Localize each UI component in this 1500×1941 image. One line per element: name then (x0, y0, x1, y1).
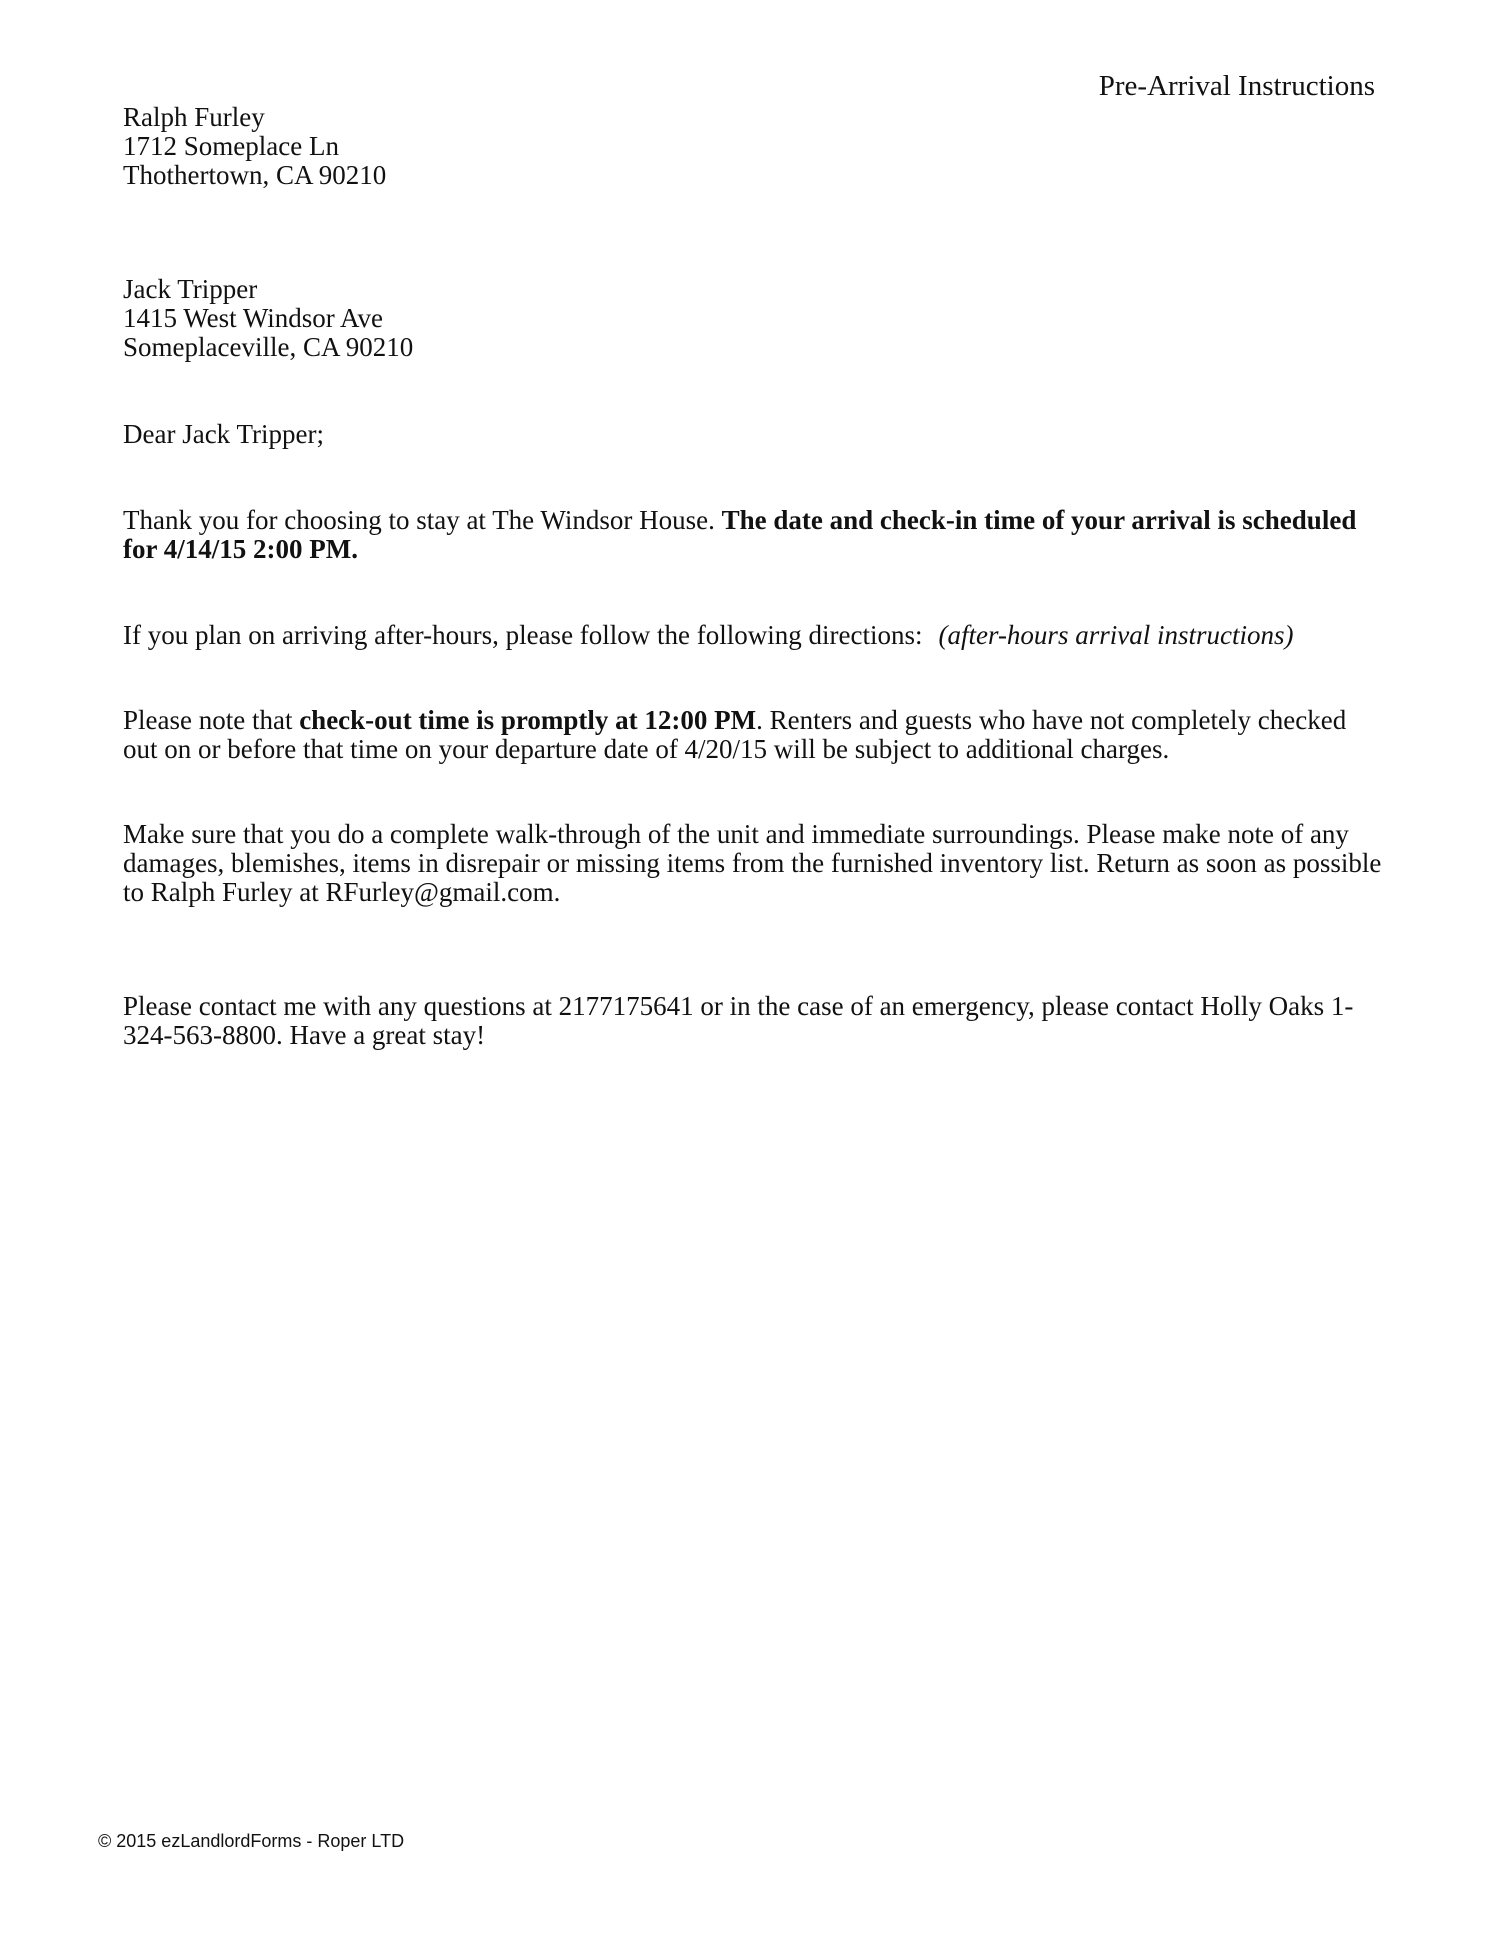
arrival-date-bold: The date and check-in time of your arrival is scheduled for 4/14/15 2:00 PM. (123, 505, 1357, 564)
paragraph-checkout (123, 706, 1383, 764)
page-title: Pre-Arrival Instructions (1098, 70, 1375, 102)
paragraph-contact: Please contact me with any questions at 2177175641 or in the case of an emergency, please contact Holly Oaks 1-324-563-8800. Have a great stay! (123, 991, 1354, 1050)
paragraph-walkthrough (123, 820, 1383, 907)
recipient-name: Jack Tripper (123, 274, 258, 304)
walkthrough-contact-name: Ralph Furley (150, 877, 293, 907)
recipient-address (123, 275, 413, 362)
checkout-text-after: . Renters and guests who have not completely checked out on or before that time on your departure date of 4/20/15 will be subject to additional charges. (123, 705, 1347, 764)
recipient-street: 1415 West Windsor Ave (123, 303, 383, 333)
paragraph-arrival (123, 506, 1383, 564)
arrival-text: Thank you for choosing to stay at The Windsor House. (123, 505, 722, 535)
recipient-city-line: Someplaceville, CA 90210 (123, 332, 414, 362)
sender-name: Ralph Furley (123, 102, 265, 132)
footer-copyright: © 2015 ezLandlordForms - Roper LTD (98, 1831, 405, 1851)
walkthrough-text-mid: at (292, 877, 326, 907)
walkthrough-text-before: Make sure that you do a complete walk-through of the unit and immediate surroundings. Please make note of any damages, blemishes, items in disrepair or missing items from the furnished inventory list. Return as soon as possible to (123, 819, 1382, 907)
after-hours-text: If you plan on arriving after-hours, please follow the following directions: (123, 620, 923, 650)
sender-city-line: Thothertown, CA 90210 (123, 160, 387, 190)
checkout-time-bold: check-out time is promptly at 12:00 PM (299, 705, 757, 735)
after-hours-instructions: (after-hours arrival instructions) (938, 620, 1294, 650)
sender-street: 1712 Someplace Ln (123, 131, 339, 161)
paragraph-after-hours (123, 621, 1383, 650)
checkout-text-before: Please note that (123, 705, 300, 735)
sender-address (123, 103, 386, 190)
walkthrough-email: RFurley@gmail.com (325, 877, 554, 907)
walkthrough-text-after: . (553, 877, 561, 907)
salutation: Dear Jack Tripper; (123, 419, 324, 449)
